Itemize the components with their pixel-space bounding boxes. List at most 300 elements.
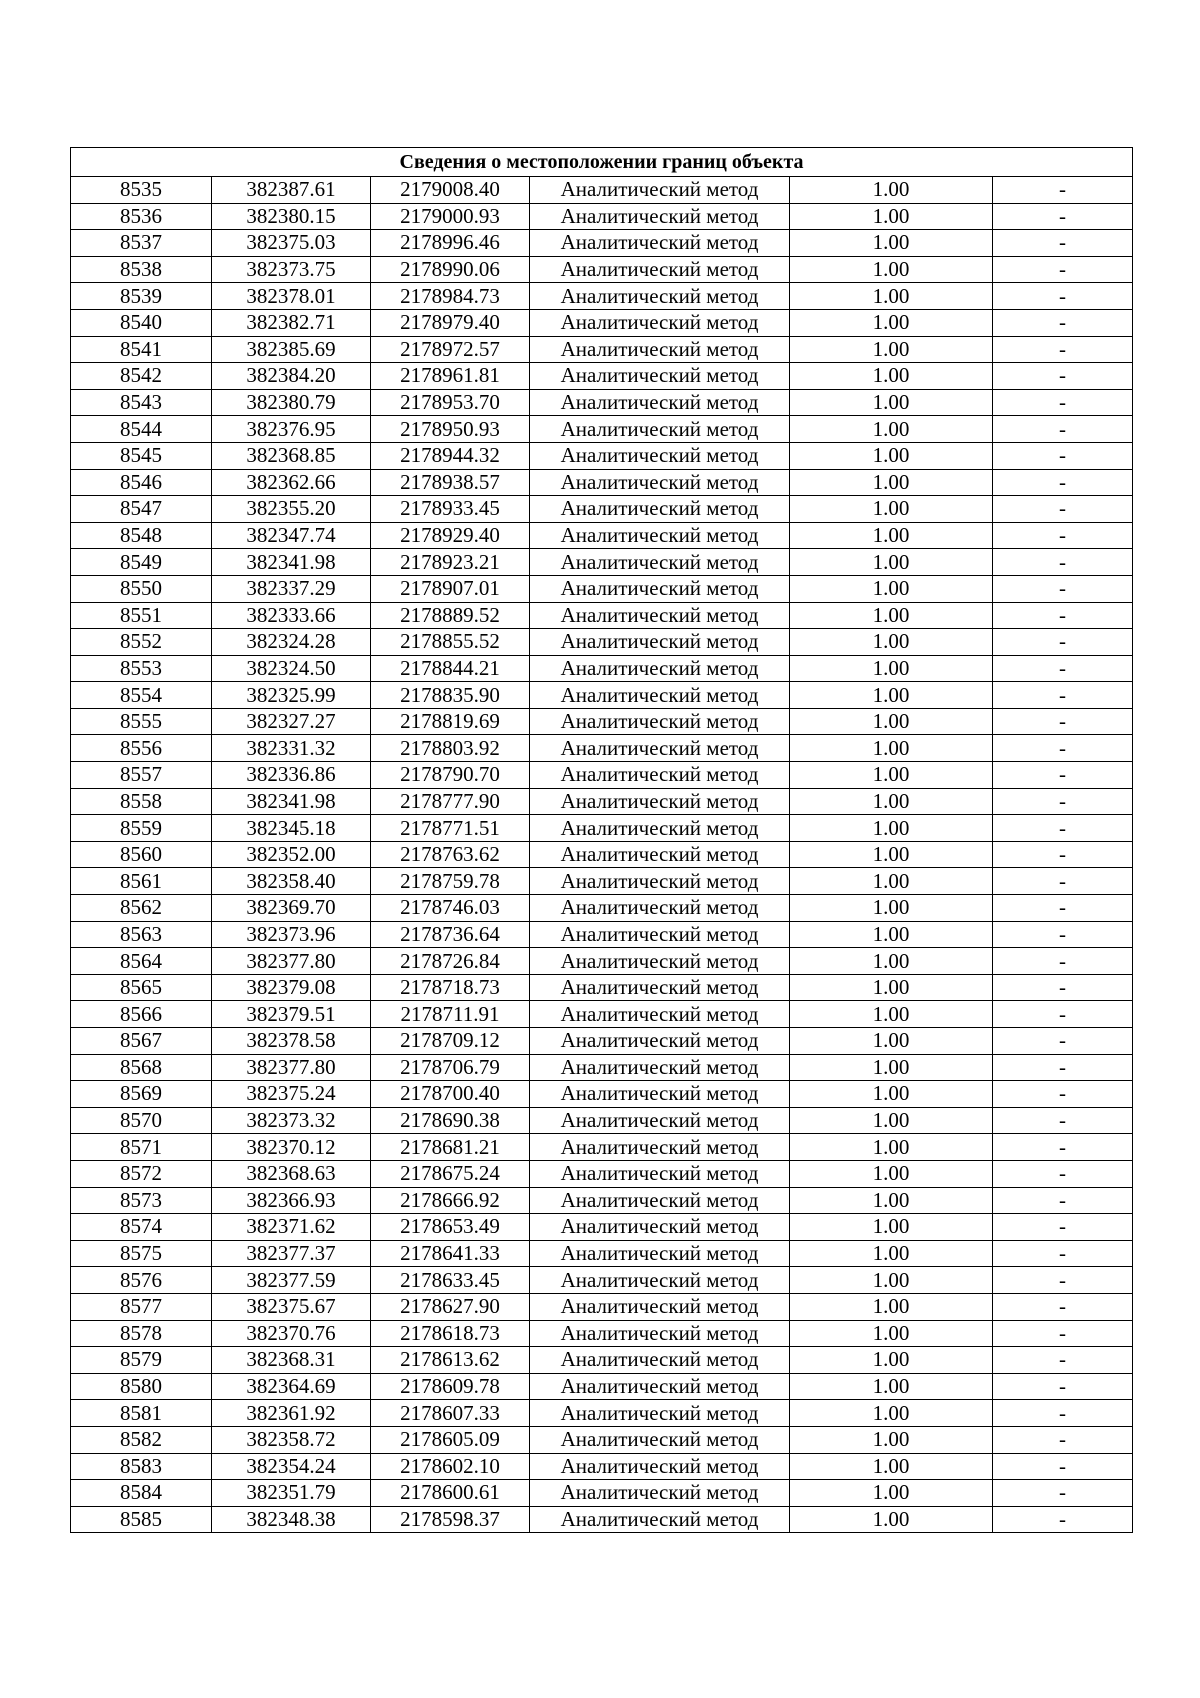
point-number-cell: 8577 bbox=[71, 1293, 212, 1320]
y-coordinate-cell: 2178709.12 bbox=[371, 1028, 530, 1055]
boundary-coordinates-table bbox=[70, 147, 1133, 1533]
accuracy-cell: 1.00 bbox=[790, 682, 993, 709]
table-row bbox=[71, 1214, 1133, 1241]
y-coordinate-cell: 2178777.90 bbox=[371, 788, 530, 815]
x-coordinate-cell: 382327.27 bbox=[212, 708, 371, 735]
description-cell: - bbox=[993, 1054, 1133, 1081]
x-coordinate-cell: 382377.37 bbox=[212, 1240, 371, 1267]
table-row bbox=[71, 389, 1133, 416]
x-coordinate-cell: 382378.58 bbox=[212, 1028, 371, 1055]
x-coordinate-cell: 382384.20 bbox=[212, 363, 371, 390]
x-coordinate-cell: 382358.72 bbox=[212, 1426, 371, 1453]
point-number-cell: 8544 bbox=[71, 416, 212, 443]
y-coordinate-cell: 2178855.52 bbox=[371, 629, 530, 656]
method-cell: Аналитический метод bbox=[530, 1107, 790, 1134]
x-coordinate-cell: 382369.70 bbox=[212, 895, 371, 922]
table-row bbox=[71, 1028, 1133, 1055]
method-cell: Аналитический метод bbox=[530, 469, 790, 496]
accuracy-cell: 1.00 bbox=[790, 336, 993, 363]
x-coordinate-cell: 382345.18 bbox=[212, 815, 371, 842]
table-row bbox=[71, 948, 1133, 975]
point-number-cell: 8566 bbox=[71, 1001, 212, 1028]
table-row bbox=[71, 336, 1133, 363]
point-number-cell: 8557 bbox=[71, 762, 212, 789]
description-cell: - bbox=[993, 682, 1133, 709]
y-coordinate-cell: 2179008.40 bbox=[371, 177, 530, 204]
point-number-cell: 8540 bbox=[71, 309, 212, 336]
point-number-cell: 8556 bbox=[71, 735, 212, 762]
method-cell: Аналитический метод bbox=[530, 177, 790, 204]
table-row bbox=[71, 974, 1133, 1001]
x-coordinate-cell: 382387.61 bbox=[212, 177, 371, 204]
point-number-cell: 8571 bbox=[71, 1134, 212, 1161]
description-cell: - bbox=[993, 1400, 1133, 1427]
accuracy-cell: 1.00 bbox=[790, 1320, 993, 1347]
x-coordinate-cell: 382375.67 bbox=[212, 1293, 371, 1320]
accuracy-cell: 1.00 bbox=[790, 283, 993, 310]
table-row bbox=[71, 1320, 1133, 1347]
y-coordinate-cell: 2178953.70 bbox=[371, 389, 530, 416]
method-cell: Аналитический метод bbox=[530, 1054, 790, 1081]
y-coordinate-cell: 2178819.69 bbox=[371, 708, 530, 735]
table-row bbox=[71, 283, 1133, 310]
table-row bbox=[71, 762, 1133, 789]
x-coordinate-cell: 382370.76 bbox=[212, 1320, 371, 1347]
method-cell: Аналитический метод bbox=[530, 1426, 790, 1453]
description-cell: - bbox=[993, 283, 1133, 310]
description-cell: - bbox=[993, 868, 1133, 895]
x-coordinate-cell: 382379.51 bbox=[212, 1001, 371, 1028]
x-coordinate-cell: 382373.75 bbox=[212, 256, 371, 283]
y-coordinate-cell: 2178790.70 bbox=[371, 762, 530, 789]
method-cell: Аналитический метод bbox=[530, 363, 790, 390]
x-coordinate-cell: 382377.59 bbox=[212, 1267, 371, 1294]
x-coordinate-cell: 382324.50 bbox=[212, 655, 371, 682]
method-cell: Аналитический метод bbox=[530, 1001, 790, 1028]
x-coordinate-cell: 382358.40 bbox=[212, 868, 371, 895]
x-coordinate-cell: 382380.15 bbox=[212, 203, 371, 230]
accuracy-cell: 1.00 bbox=[790, 1001, 993, 1028]
description-cell: - bbox=[993, 442, 1133, 469]
description-cell: - bbox=[993, 549, 1133, 576]
point-number-cell: 8535 bbox=[71, 177, 212, 204]
accuracy-cell: 1.00 bbox=[790, 549, 993, 576]
point-number-cell: 8572 bbox=[71, 1160, 212, 1187]
table-row bbox=[71, 522, 1133, 549]
description-cell: - bbox=[993, 735, 1133, 762]
description-cell: - bbox=[993, 1426, 1133, 1453]
accuracy-cell: 1.00 bbox=[790, 655, 993, 682]
table-row bbox=[71, 868, 1133, 895]
accuracy-cell: 1.00 bbox=[790, 921, 993, 948]
point-number-cell: 8551 bbox=[71, 602, 212, 629]
x-coordinate-cell: 382373.96 bbox=[212, 921, 371, 948]
description-cell: - bbox=[993, 788, 1133, 815]
y-coordinate-cell: 2178653.49 bbox=[371, 1214, 530, 1241]
table-row bbox=[71, 1134, 1133, 1161]
x-coordinate-cell: 382385.69 bbox=[212, 336, 371, 363]
table-row bbox=[71, 203, 1133, 230]
point-number-cell: 8581 bbox=[71, 1400, 212, 1427]
x-coordinate-cell: 382379.08 bbox=[212, 974, 371, 1001]
point-number-cell: 8580 bbox=[71, 1373, 212, 1400]
x-coordinate-cell: 382324.28 bbox=[212, 629, 371, 656]
y-coordinate-cell: 2178933.45 bbox=[371, 496, 530, 523]
description-cell: - bbox=[993, 974, 1133, 1001]
point-number-cell: 8575 bbox=[71, 1240, 212, 1267]
y-coordinate-cell: 2178681.21 bbox=[371, 1134, 530, 1161]
table-row bbox=[71, 1347, 1133, 1374]
y-coordinate-cell: 2178950.93 bbox=[371, 416, 530, 443]
x-coordinate-cell: 382378.01 bbox=[212, 283, 371, 310]
description-cell: - bbox=[993, 522, 1133, 549]
point-number-cell: 8538 bbox=[71, 256, 212, 283]
method-cell: Аналитический метод bbox=[530, 1293, 790, 1320]
y-coordinate-cell: 2178763.62 bbox=[371, 841, 530, 868]
method-cell: Аналитический метод bbox=[530, 682, 790, 709]
y-coordinate-cell: 2178726.84 bbox=[371, 948, 530, 975]
y-coordinate-cell: 2178889.52 bbox=[371, 602, 530, 629]
y-coordinate-cell: 2178961.81 bbox=[371, 363, 530, 390]
method-cell: Аналитический метод bbox=[530, 708, 790, 735]
y-coordinate-cell: 2178944.32 bbox=[371, 442, 530, 469]
table-row bbox=[71, 1001, 1133, 1028]
x-coordinate-cell: 382377.80 bbox=[212, 1054, 371, 1081]
table-row bbox=[71, 549, 1133, 576]
accuracy-cell: 1.00 bbox=[790, 1214, 993, 1241]
accuracy-cell: 1.00 bbox=[790, 1293, 993, 1320]
accuracy-cell: 1.00 bbox=[790, 1081, 993, 1108]
method-cell: Аналитический метод bbox=[530, 1081, 790, 1108]
accuracy-cell: 1.00 bbox=[790, 1054, 993, 1081]
accuracy-cell: 1.00 bbox=[790, 1240, 993, 1267]
description-cell: - bbox=[993, 416, 1133, 443]
description-cell: - bbox=[993, 1001, 1133, 1028]
point-number-cell: 8536 bbox=[71, 203, 212, 230]
method-cell: Аналитический метод bbox=[530, 629, 790, 656]
description-cell: - bbox=[993, 1028, 1133, 1055]
method-cell: Аналитический метод bbox=[530, 1134, 790, 1161]
description-cell: - bbox=[993, 708, 1133, 735]
y-coordinate-cell: 2178602.10 bbox=[371, 1453, 530, 1480]
y-coordinate-cell: 2178718.73 bbox=[371, 974, 530, 1001]
method-cell: Аналитический метод bbox=[530, 1347, 790, 1374]
accuracy-cell: 1.00 bbox=[790, 762, 993, 789]
table-row bbox=[71, 841, 1133, 868]
x-coordinate-cell: 382371.62 bbox=[212, 1214, 371, 1241]
y-coordinate-cell: 2178600.61 bbox=[371, 1480, 530, 1507]
x-coordinate-cell: 382341.98 bbox=[212, 788, 371, 815]
x-coordinate-cell: 382376.95 bbox=[212, 416, 371, 443]
y-coordinate-cell: 2178990.06 bbox=[371, 256, 530, 283]
accuracy-cell: 1.00 bbox=[790, 1028, 993, 1055]
table-row bbox=[71, 895, 1133, 922]
method-cell: Аналитический метод bbox=[530, 602, 790, 629]
table-title: Сведения о местоположении границ объекта bbox=[71, 148, 1133, 177]
point-number-cell: 8564 bbox=[71, 948, 212, 975]
point-number-cell: 8563 bbox=[71, 921, 212, 948]
y-coordinate-cell: 2178666.92 bbox=[371, 1187, 530, 1214]
table-row bbox=[71, 1373, 1133, 1400]
description-cell: - bbox=[993, 1240, 1133, 1267]
table-row bbox=[71, 735, 1133, 762]
y-coordinate-cell: 2178618.73 bbox=[371, 1320, 530, 1347]
description-cell: - bbox=[993, 921, 1133, 948]
accuracy-cell: 1.00 bbox=[790, 1187, 993, 1214]
description-cell: - bbox=[993, 948, 1133, 975]
description-cell: - bbox=[993, 841, 1133, 868]
point-number-cell: 8561 bbox=[71, 868, 212, 895]
table-row bbox=[71, 177, 1133, 204]
point-number-cell: 8574 bbox=[71, 1214, 212, 1241]
accuracy-cell: 1.00 bbox=[790, 363, 993, 390]
accuracy-cell: 1.00 bbox=[790, 1400, 993, 1427]
y-coordinate-cell: 2178938.57 bbox=[371, 469, 530, 496]
accuracy-cell: 1.00 bbox=[790, 1160, 993, 1187]
table-row bbox=[71, 1107, 1133, 1134]
method-cell: Аналитический метод bbox=[530, 442, 790, 469]
description-cell: - bbox=[993, 1267, 1133, 1294]
x-coordinate-cell: 382368.31 bbox=[212, 1347, 371, 1374]
accuracy-cell: 1.00 bbox=[790, 1426, 993, 1453]
method-cell: Аналитический метод bbox=[530, 1240, 790, 1267]
point-number-cell: 8549 bbox=[71, 549, 212, 576]
accuracy-cell: 1.00 bbox=[790, 256, 993, 283]
description-cell: - bbox=[993, 1373, 1133, 1400]
accuracy-cell: 1.00 bbox=[790, 496, 993, 523]
point-number-cell: 8576 bbox=[71, 1267, 212, 1294]
y-coordinate-cell: 2178984.73 bbox=[371, 283, 530, 310]
method-cell: Аналитический метод bbox=[530, 416, 790, 443]
accuracy-cell: 1.00 bbox=[790, 629, 993, 656]
method-cell: Аналитический метод bbox=[530, 389, 790, 416]
description-cell: - bbox=[993, 1214, 1133, 1241]
point-number-cell: 8570 bbox=[71, 1107, 212, 1134]
y-coordinate-cell: 2178605.09 bbox=[371, 1426, 530, 1453]
table-row bbox=[71, 1160, 1133, 1187]
point-number-cell: 8548 bbox=[71, 522, 212, 549]
y-coordinate-cell: 2178771.51 bbox=[371, 815, 530, 842]
method-cell: Аналитический метод bbox=[530, 496, 790, 523]
table-row bbox=[71, 921, 1133, 948]
method-cell: Аналитический метод bbox=[530, 283, 790, 310]
method-cell: Аналитический метод bbox=[530, 974, 790, 1001]
table-row bbox=[71, 629, 1133, 656]
description-cell: - bbox=[993, 1480, 1133, 1507]
point-number-cell: 8578 bbox=[71, 1320, 212, 1347]
description-cell: - bbox=[993, 1134, 1133, 1161]
method-cell: Аналитический метод bbox=[530, 1267, 790, 1294]
method-cell: Аналитический метод bbox=[530, 762, 790, 789]
point-number-cell: 8583 bbox=[71, 1453, 212, 1480]
table-row bbox=[71, 575, 1133, 602]
point-number-cell: 8543 bbox=[71, 389, 212, 416]
method-cell: Аналитический метод bbox=[530, 1480, 790, 1507]
x-coordinate-cell: 382347.74 bbox=[212, 522, 371, 549]
method-cell: Аналитический метод bbox=[530, 948, 790, 975]
accuracy-cell: 1.00 bbox=[790, 203, 993, 230]
description-cell: - bbox=[993, 655, 1133, 682]
description-cell: - bbox=[993, 1187, 1133, 1214]
point-number-cell: 8546 bbox=[71, 469, 212, 496]
accuracy-cell: 1.00 bbox=[790, 788, 993, 815]
x-coordinate-cell: 382375.24 bbox=[212, 1081, 371, 1108]
method-cell: Аналитический метод bbox=[530, 256, 790, 283]
accuracy-cell: 1.00 bbox=[790, 974, 993, 1001]
point-number-cell: 8567 bbox=[71, 1028, 212, 1055]
table-row bbox=[71, 1426, 1133, 1453]
y-coordinate-cell: 2178690.38 bbox=[371, 1107, 530, 1134]
description-cell: - bbox=[993, 762, 1133, 789]
y-coordinate-cell: 2178609.78 bbox=[371, 1373, 530, 1400]
table-row bbox=[71, 815, 1133, 842]
point-number-cell: 8542 bbox=[71, 363, 212, 390]
document-page bbox=[70, 147, 1132, 1533]
y-coordinate-cell: 2178633.45 bbox=[371, 1267, 530, 1294]
y-coordinate-cell: 2178736.64 bbox=[371, 921, 530, 948]
y-coordinate-cell: 2178979.40 bbox=[371, 309, 530, 336]
description-cell: - bbox=[993, 1160, 1133, 1187]
point-number-cell: 8568 bbox=[71, 1054, 212, 1081]
table-row bbox=[71, 442, 1133, 469]
accuracy-cell: 1.00 bbox=[790, 416, 993, 443]
point-number-cell: 8545 bbox=[71, 442, 212, 469]
method-cell: Аналитический метод bbox=[530, 549, 790, 576]
accuracy-cell: 1.00 bbox=[790, 895, 993, 922]
point-number-cell: 8554 bbox=[71, 682, 212, 709]
table-row bbox=[71, 1187, 1133, 1214]
description-cell: - bbox=[993, 363, 1133, 390]
accuracy-cell: 1.00 bbox=[790, 1480, 993, 1507]
description-cell: - bbox=[993, 1107, 1133, 1134]
description-cell: - bbox=[993, 496, 1133, 523]
method-cell: Аналитический метод bbox=[530, 735, 790, 762]
method-cell: Аналитический метод bbox=[530, 815, 790, 842]
accuracy-cell: 1.00 bbox=[790, 815, 993, 842]
accuracy-cell: 1.00 bbox=[790, 1134, 993, 1161]
accuracy-cell: 1.00 bbox=[790, 708, 993, 735]
point-number-cell: 8559 bbox=[71, 815, 212, 842]
method-cell: Аналитический метод bbox=[530, 1028, 790, 1055]
method-cell: Аналитический метод bbox=[530, 895, 790, 922]
method-cell: Аналитический метод bbox=[530, 309, 790, 336]
y-coordinate-cell: 2178844.21 bbox=[371, 655, 530, 682]
accuracy-cell: 1.00 bbox=[790, 522, 993, 549]
y-coordinate-cell: 2178641.33 bbox=[371, 1240, 530, 1267]
x-coordinate-cell: 382368.85 bbox=[212, 442, 371, 469]
point-number-cell: 8552 bbox=[71, 629, 212, 656]
method-cell: Аналитический метод bbox=[530, 788, 790, 815]
point-number-cell: 8539 bbox=[71, 283, 212, 310]
description-cell: - bbox=[993, 1347, 1133, 1374]
description-cell: - bbox=[993, 389, 1133, 416]
y-coordinate-cell: 2178598.37 bbox=[371, 1506, 530, 1533]
method-cell: Аналитический метод bbox=[530, 230, 790, 257]
method-cell: Аналитический метод bbox=[530, 1400, 790, 1427]
x-coordinate-cell: 382333.66 bbox=[212, 602, 371, 629]
method-cell: Аналитический метод bbox=[530, 203, 790, 230]
accuracy-cell: 1.00 bbox=[790, 1347, 993, 1374]
table-row bbox=[71, 1453, 1133, 1480]
y-coordinate-cell: 2178835.90 bbox=[371, 682, 530, 709]
table-row bbox=[71, 1267, 1133, 1294]
y-coordinate-cell: 2178711.91 bbox=[371, 1001, 530, 1028]
point-number-cell: 8550 bbox=[71, 575, 212, 602]
method-cell: Аналитический метод bbox=[530, 1214, 790, 1241]
x-coordinate-cell: 382362.66 bbox=[212, 469, 371, 496]
y-coordinate-cell: 2178675.24 bbox=[371, 1160, 530, 1187]
description-cell: - bbox=[993, 1081, 1133, 1108]
method-cell: Аналитический метод bbox=[530, 921, 790, 948]
point-number-cell: 8569 bbox=[71, 1081, 212, 1108]
method-cell: Аналитический метод bbox=[530, 1506, 790, 1533]
x-coordinate-cell: 382364.69 bbox=[212, 1373, 371, 1400]
point-number-cell: 8573 bbox=[71, 1187, 212, 1214]
description-cell: - bbox=[993, 1453, 1133, 1480]
table-row bbox=[71, 655, 1133, 682]
x-coordinate-cell: 382341.98 bbox=[212, 549, 371, 576]
method-cell: Аналитический метод bbox=[530, 1160, 790, 1187]
x-coordinate-cell: 382382.71 bbox=[212, 309, 371, 336]
x-coordinate-cell: 382354.24 bbox=[212, 1453, 371, 1480]
accuracy-cell: 1.00 bbox=[790, 868, 993, 895]
method-cell: Аналитический метод bbox=[530, 575, 790, 602]
point-number-cell: 8558 bbox=[71, 788, 212, 815]
table-row bbox=[71, 1240, 1133, 1267]
x-coordinate-cell: 382366.93 bbox=[212, 1187, 371, 1214]
y-coordinate-cell: 2178972.57 bbox=[371, 336, 530, 363]
table-title-row bbox=[71, 148, 1133, 177]
point-number-cell: 8541 bbox=[71, 336, 212, 363]
accuracy-cell: 1.00 bbox=[790, 389, 993, 416]
table-row bbox=[71, 416, 1133, 443]
point-number-cell: 8553 bbox=[71, 655, 212, 682]
accuracy-cell: 1.00 bbox=[790, 309, 993, 336]
accuracy-cell: 1.00 bbox=[790, 1373, 993, 1400]
method-cell: Аналитический метод bbox=[530, 1373, 790, 1400]
description-cell: - bbox=[993, 575, 1133, 602]
accuracy-cell: 1.00 bbox=[790, 177, 993, 204]
method-cell: Аналитический метод bbox=[530, 841, 790, 868]
description-cell: - bbox=[993, 1506, 1133, 1533]
description-cell: - bbox=[993, 1293, 1133, 1320]
x-coordinate-cell: 382336.86 bbox=[212, 762, 371, 789]
table-row bbox=[71, 682, 1133, 709]
x-coordinate-cell: 382377.80 bbox=[212, 948, 371, 975]
x-coordinate-cell: 382368.63 bbox=[212, 1160, 371, 1187]
accuracy-cell: 1.00 bbox=[790, 735, 993, 762]
table-row bbox=[71, 230, 1133, 257]
point-number-cell: 8560 bbox=[71, 841, 212, 868]
table-row bbox=[71, 1054, 1133, 1081]
x-coordinate-cell: 382352.00 bbox=[212, 841, 371, 868]
table-row bbox=[71, 496, 1133, 523]
description-cell: - bbox=[993, 1320, 1133, 1347]
accuracy-cell: 1.00 bbox=[790, 1107, 993, 1134]
table-row bbox=[71, 1480, 1133, 1507]
method-cell: Аналитический метод bbox=[530, 655, 790, 682]
y-coordinate-cell: 2178746.03 bbox=[371, 895, 530, 922]
accuracy-cell: 1.00 bbox=[790, 602, 993, 629]
table-row bbox=[71, 1293, 1133, 1320]
description-cell: - bbox=[993, 230, 1133, 257]
method-cell: Аналитический метод bbox=[530, 336, 790, 363]
y-coordinate-cell: 2178923.21 bbox=[371, 549, 530, 576]
method-cell: Аналитический метод bbox=[530, 1320, 790, 1347]
x-coordinate-cell: 382337.29 bbox=[212, 575, 371, 602]
y-coordinate-cell: 2178759.78 bbox=[371, 868, 530, 895]
accuracy-cell: 1.00 bbox=[790, 230, 993, 257]
